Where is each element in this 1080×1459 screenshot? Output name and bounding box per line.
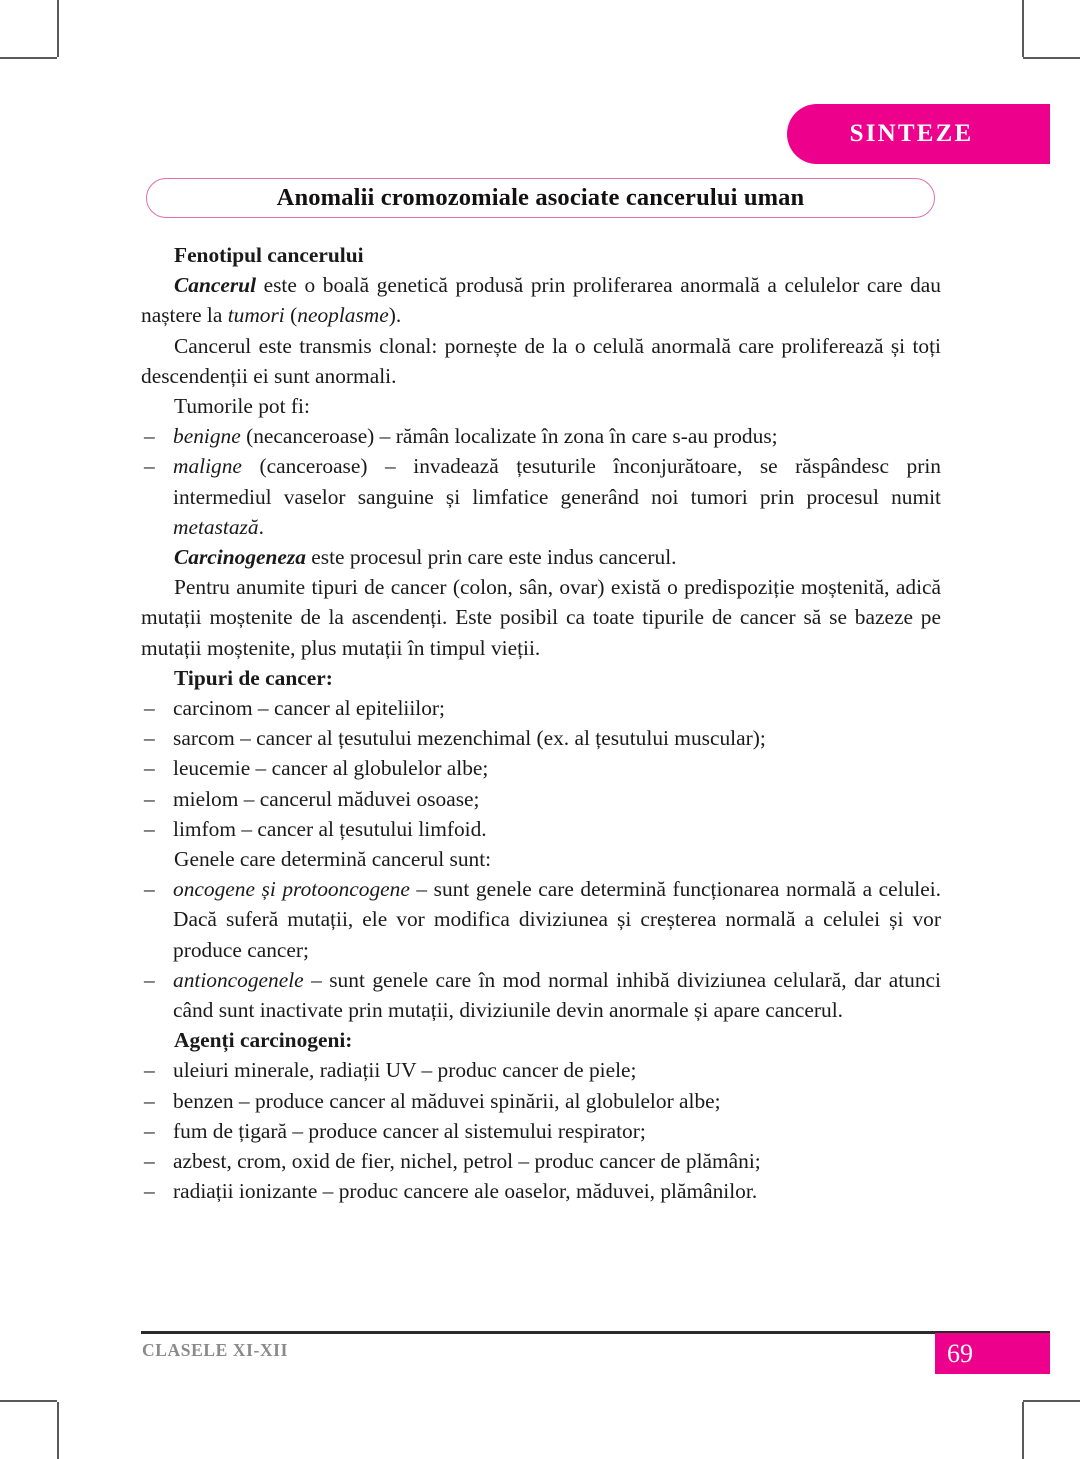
dash-bullet-icon: – [144, 1088, 155, 1113]
paragraph-cancerul-text-3: ). [388, 303, 402, 328]
dash-bullet-icon: – [144, 424, 155, 449]
dash-bullet-icon: – [144, 726, 155, 751]
term-antioncogenele: antioncogenele [173, 967, 304, 992]
list-item-tumori-maligne-tail: . [258, 514, 264, 539]
paragraph-cancerul-definitie [141, 270, 941, 330]
list-item-tumori-benigne [141, 421, 941, 451]
list-item-tumori-maligne-text: (canceroase) – invadează țesuturile înconjurătoare, se răspândesc prin intermediul vaselor sanguine și limfatice generând noi tumori prin procesul numit [173, 454, 941, 509]
article-body [141, 240, 941, 1207]
list-item-oncogene-text: – sunt genele care determină funcționarea normală a celulei. Dacă suferă mutații, ele vor modifica diviziunea și creșterea normală a celulei și vor produce cancer; [173, 877, 941, 962]
paragraph-genele-care-determina: Genele care determină cancerul sunt: [174, 847, 492, 872]
paragraph-carcinogeneza [141, 542, 941, 572]
paragraph-predispozitie-mostenita: Pentru anumite tipuri de cancer (colon, sân, ovar) există o predispoziție moștenită, adică mutații moștenite de la ascendenți. Este posibil ca toate tipurile de cancer să se bazeze pe mutații moștenite, plus mutații în timpul vieții. [141, 575, 941, 660]
crop-mark-bottom-left-horizontal [0, 1400, 57, 1402]
paragraph-tumorile-pot-fi: Tumorile pot fi: [174, 394, 310, 419]
list-item-carcinom [141, 693, 941, 723]
dash-bullet-icon: – [144, 756, 155, 781]
paragraph-transmis-clonal: Cancerul este transmis clonal: pornește de la o celulă anormală care proliferează și toți descendenții ei sunt anormali. [141, 333, 941, 388]
list-item-leucemie-text: leucemie – cancer al globulelor albe; [173, 756, 489, 781]
dash-bullet-icon: – [144, 786, 155, 811]
paragraph-carcinogeneza-text: este procesul prin care este indus cancerul. [305, 545, 677, 570]
dash-bullet-icon: – [144, 816, 155, 841]
list-item-uleiuri-minerale [141, 1055, 941, 1085]
list-item-antioncogenele-text: – sunt genele care în mod normal inhibă diviziunea celulară, dar atunci când sunt inactivate prin mutații, diviziunile devin anormale și apare cancerul. [173, 967, 941, 1023]
list-item-uleiuri-minerale-text: uleiuri minerale, radiații UV – produc cancer de piele; [173, 1058, 637, 1083]
crop-mark-bottom-right-horizontal [1023, 1400, 1080, 1402]
list-item-limfom [141, 814, 941, 844]
crop-mark-top-left-horizontal [0, 57, 57, 59]
list-item-carcinom-text: carcinom – cancer al epiteliilor; [173, 696, 445, 721]
page-title: Anomalii cromozomiale asociate cancerului uman [276, 184, 805, 211]
paragraph-cancerul-text-1: este o boală genetică produsă prin proliferarea anormală a celulelor care dau naștere la [141, 273, 941, 328]
footer-class-label: CLASELE XI-XII [142, 1340, 289, 1360]
term-cancerul: Cancerul [174, 273, 257, 298]
page-title-box [146, 178, 935, 218]
list-item-tumori-benigne-text: (necanceroase) – rămân localizate în zona în care s-au produs; [240, 424, 778, 449]
crop-mark-top-right-horizontal [1023, 57, 1080, 59]
crop-mark-top-left-vertical [57, 0, 59, 57]
list-item-fum-de-tigara-text: fum de țigară – produce cancer al sistemului respirator; [173, 1118, 646, 1143]
dash-bullet-icon: – [144, 967, 155, 992]
term-oncogene-protooncogene: oncogene și protooncogene [173, 877, 410, 902]
dash-bullet-icon: – [144, 1149, 155, 1174]
crop-mark-bottom-left-vertical [57, 1402, 59, 1459]
dash-bullet-icon: – [144, 1118, 155, 1143]
list-item-benzen [141, 1086, 941, 1116]
term-benigne: benigne [173, 424, 241, 449]
list-item-sarcom [141, 723, 941, 753]
page-number: 69 [947, 1338, 973, 1368]
list-item-tumori-maligne [141, 451, 941, 542]
section-tab [787, 104, 1050, 164]
list-item-sarcom-text: sarcom – cancer al țesutului mezenchimal (ex. al țesutului muscular); [173, 726, 766, 751]
crop-mark-top-right-vertical [1022, 0, 1024, 57]
list-item-mielom [141, 784, 941, 814]
list-item-fum-de-tigara [141, 1116, 941, 1146]
list-item-oncogene [141, 874, 941, 965]
dash-bullet-icon: – [144, 696, 155, 721]
term-carcinogeneza: Carcinogeneza [174, 545, 306, 570]
list-item-limfom-text: limfom – cancer al țesutului limfoid. [173, 816, 487, 841]
crop-mark-bottom-right-vertical [1022, 1402, 1024, 1459]
term-tumori: tumori [227, 303, 285, 328]
list-item-benzen-text: benzen – produce cancer al măduvei spinării, al globulelor albe; [173, 1088, 721, 1113]
list-item-leucemie [141, 753, 941, 783]
dash-bullet-icon: – [144, 1179, 155, 1204]
list-item-mielom-text: mielom – cancerul măduvei osoase; [173, 786, 480, 811]
heading-fenotipul-cancerului: Fenotipul cancerului [174, 243, 364, 267]
dash-bullet-icon: – [144, 877, 155, 902]
term-metastaza: metastază [173, 514, 259, 539]
dash-bullet-icon: – [144, 454, 155, 479]
list-item-antioncogenele [141, 965, 941, 1025]
page-number-box [935, 1333, 1050, 1374]
heading-agenti-carcinogeni: Agenți carcinogeni: [174, 1028, 353, 1053]
term-neoplasme: neoplasme [297, 303, 389, 328]
list-item-radiatii-ionizante [141, 1176, 941, 1206]
footer-divider [141, 1331, 1050, 1334]
term-maligne: maligne [173, 454, 242, 479]
dash-bullet-icon: – [144, 1058, 155, 1083]
heading-tipuri-de-cancer: Tipuri de cancer: [174, 665, 333, 690]
paragraph-cancerul-text-2: ( [284, 303, 298, 328]
list-item-azbest [141, 1146, 941, 1176]
list-item-azbest-text: azbest, crom, oxid de fier, nichel, petrol – produc cancer de plămâni; [173, 1149, 761, 1174]
section-tab-label: SINTEZE [849, 120, 974, 147]
list-item-radiatii-ionizante-text: radiații ionizante – produc cancere ale oaselor, măduvei, plămânilor. [173, 1179, 758, 1204]
